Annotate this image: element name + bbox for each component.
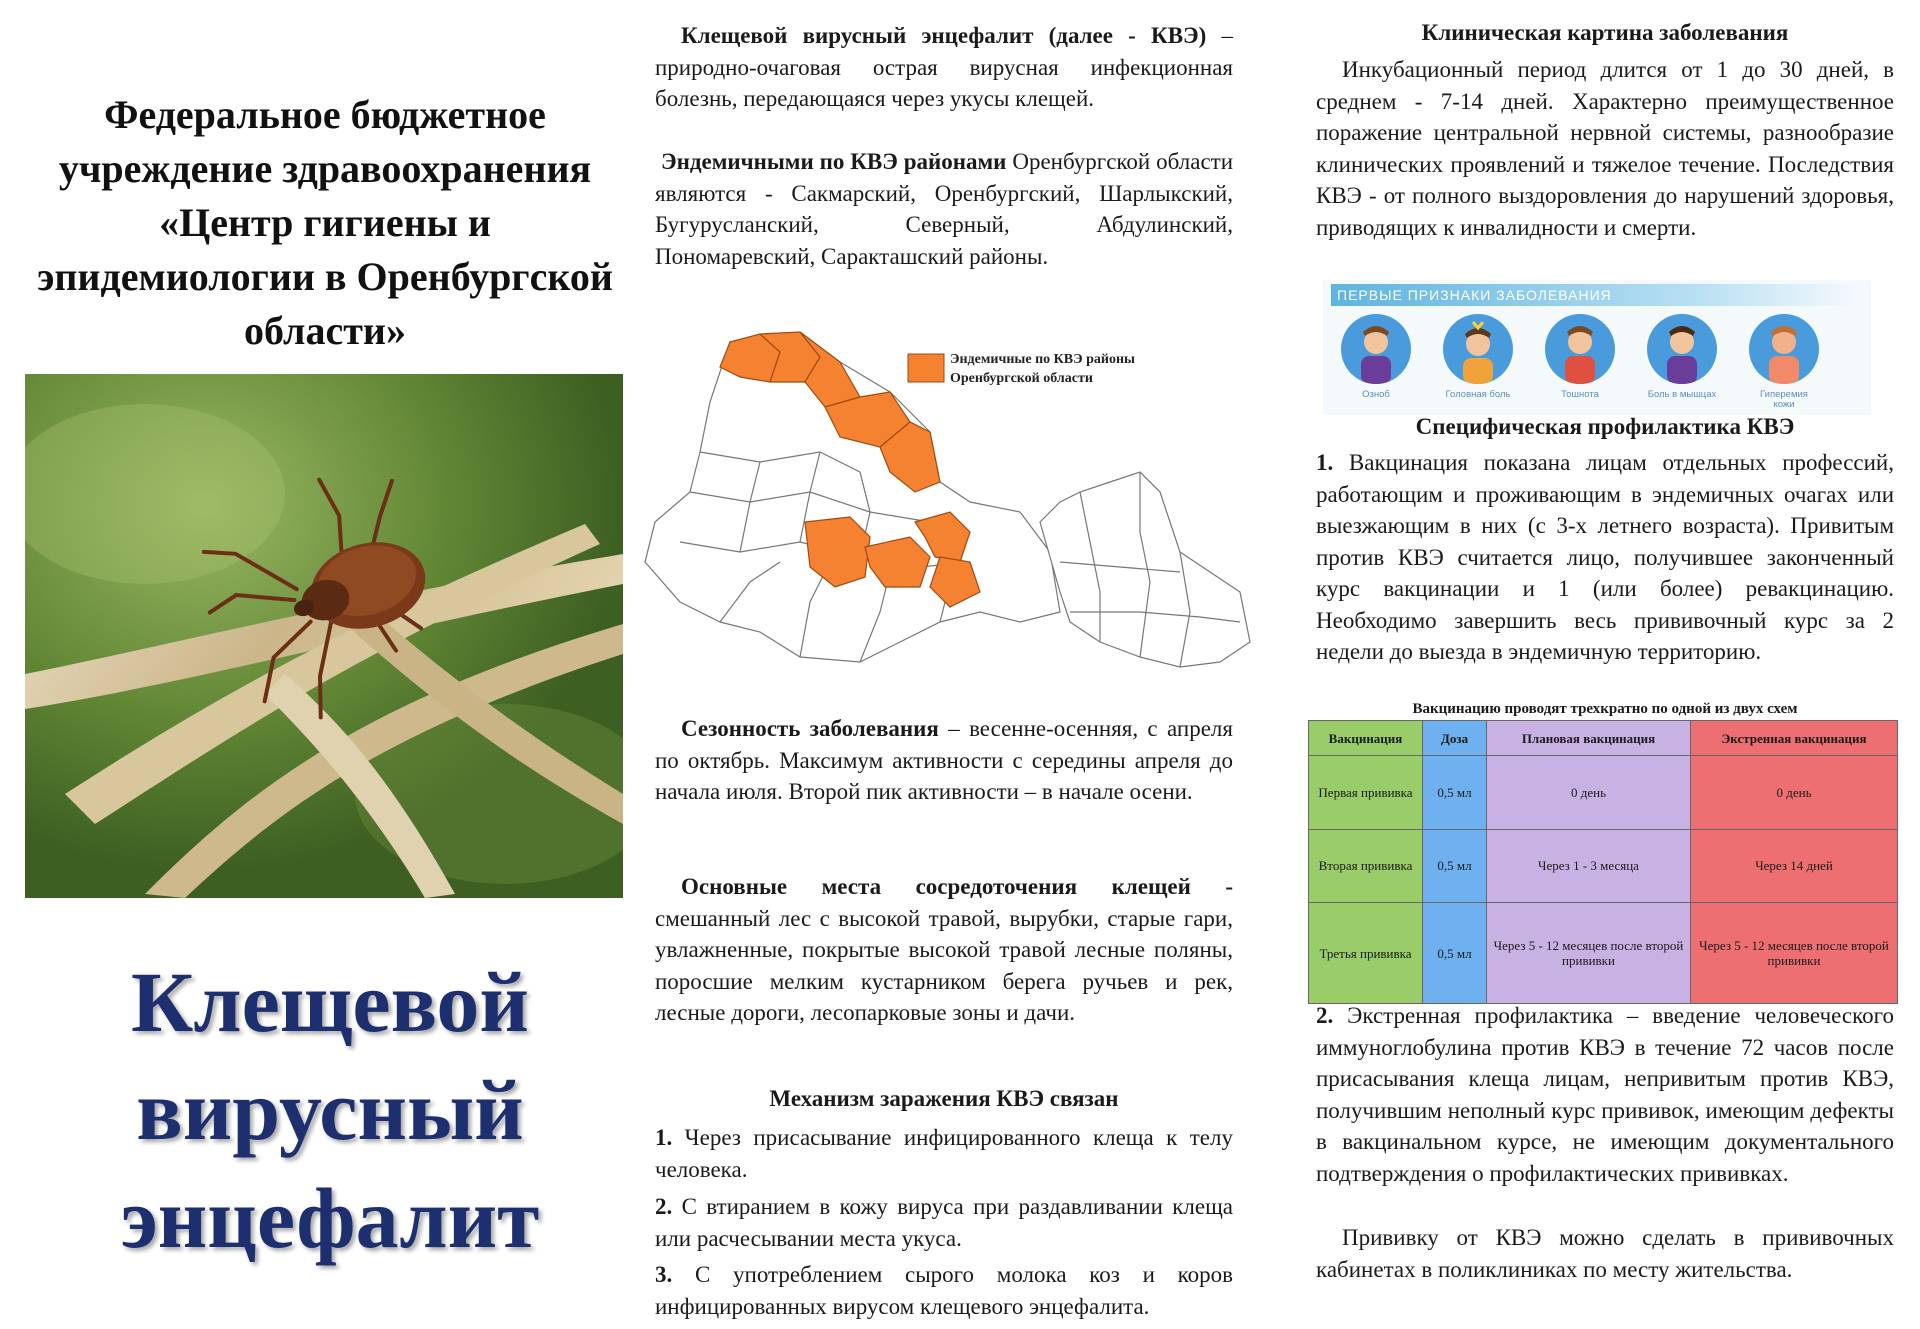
mechanism-number: 3. [655,1262,673,1287]
mechanism-number: 2. [655,1194,673,1219]
endemic-text: Оренбургской области являются - Сакмарский, Оренбургский, Шарлыкский, Бугурусланский, Северный, Абдулинский, Пономаревский, Саракташский районы. [655,149,1234,269]
mechanism-item [655,1259,1233,1322]
prophylaxis-heading: Специфическая профилактика КВЭ [1415,414,1795,439]
first-signs-title: ПЕРВЫЕ ПРИЗНАКИ ЗАБОЛЕВАНИЯ [1331,284,1857,306]
endemic-map [640,322,1260,686]
table-header: Вакцинация [1309,721,1423,756]
table-cell: Через 5 - 12 месяцев после второй прививки [1691,903,1898,1004]
symptom-label: Гиперемия кожи [1760,389,1808,410]
headache-icon [1443,314,1513,384]
map-legend-label: Эндемичные по КВЭ районы Оренбургской области [950,352,1135,386]
intro-text: – природно-очаговая острая вирусная инфекционная болезнь, передающаяся через укусы клещей. [655,23,1234,111]
item-number: 1. [1316,450,1334,475]
mechanism-heading: Механизм заражения КВЭ связан [769,1086,1119,1111]
left-panel [0,0,640,1329]
legend-swatch [908,354,944,382]
table-caption: Вакцинацию проводят трехкратно по одной из двух схем [1412,701,1798,717]
symptom-label: Тошнота [1561,389,1599,400]
emergency-text: Экстренная профилактика – введение человеческого иммуноглобулина против КВЭ в течение 72 часов после присасывания клеща лицам, непривитым против КВЭ, получившим неполный курс прививок, имеющим дефекты в вакцинальном курсе, не имеющим документального подтверждения о профилактических прививках. [1316,1003,1894,1186]
skin-redness-icon [1749,314,1819,384]
table-cell: Через 14 дней [1691,829,1898,903]
table-header: Доза [1423,721,1487,756]
table-header: Плановая вакцинация [1487,721,1691,756]
clinical-heading: Клиническая картина заболевания [1421,20,1789,45]
vaccination-text: Вакцинация показана лицам отдельных профессий, работающим и проживающим в эндемичных очагах или выезжающим в них (с 3-х летнего возраста). Привитым против КВЭ считается лицо, получившее законченный курс вакцинации и 1 (или более) ревакцинацию. Необходимо завершить весь прививочный курс за 2 недели до выезда в эндемичную территорию. [1316,450,1894,664]
symptom-chills [1341,314,1411,400]
vaccination-paragraph [1316,447,1894,668]
seasonality-text: – весенне-осенняя, с апреля по октябрь. Максимум активности с середины апреля до начала июля. Второй пик активности – в начале осени. [655,716,1233,804]
seasonality-bold: Сезонность заболевания [681,716,939,741]
symptom-label: Озноб [1362,389,1390,400]
organization-title: Федеральное бюджетное учреждение здравоохранения «Центр гигиены и эпидемиологии в Оренбургской области» [37,92,613,353]
table-cell: 0,5 мл [1423,903,1487,1004]
symptom-skin-redness [1749,314,1819,410]
main-title [40,948,620,1272]
table-header-row [1309,721,1898,756]
table-header: Экстренная вакцинация [1691,721,1898,756]
mechanism-item [655,1191,1233,1254]
table-cell: 0,5 мл [1423,829,1487,903]
table-cell: 0 день [1487,756,1691,830]
table-row [1309,903,1898,1004]
table-row [1309,829,1898,903]
symptom-muscle-pain [1647,314,1717,400]
muscle-pain-icon [1647,314,1717,384]
table-cell: Через 1 - 3 месяца [1487,829,1691,903]
symptom-label: Боль в мышцах [1647,389,1717,400]
endemic-paragraph [655,146,1233,272]
mechanism-text: С употреблением сырого молока коз и коров инфицированных вирусом клещевого энцефалита. [655,1262,1233,1319]
places-text: смешанный лес с высокой травой, вырубки, старые гари, увлажненные, покрытые высокой травой лесные поляны, поросшие мелким кустарником берега ручьев и рек, лесные дороги, лесопарковые зоны и дачи. [655,905,1233,1025]
symptom-label: Головная боль [1445,389,1511,400]
mechanism-text: Через присасывание инфицированного клеща к телу человека. [655,1125,1233,1182]
item-number: 2. [1316,1003,1334,1028]
table-cell: Третья прививка [1309,903,1423,1004]
orenburg-region-map [640,322,1260,686]
closing-paragraph: Прививку от КВЭ можно сделать в прививочных кабинетах в поликлиниках по месту жительства. [1316,1225,1894,1282]
endemic-bold: Эндемичными по КВЭ районами [661,149,1007,174]
intro-bold: Клещевой вирусный энцефалит (далее - КВЭ) [681,23,1207,48]
table-cell: Первая прививка [1309,756,1423,830]
first-signs-banner [1323,280,1871,415]
main-title-line: энцефалит [120,1170,540,1266]
mechanism-item [655,1122,1233,1185]
places-paragraph [655,871,1233,1029]
main-title-line: вирусный [136,1062,524,1158]
seasonality-paragraph [655,713,1233,808]
places-bold: Основные места сосредоточения клещей - [681,874,1233,899]
table-row [1309,756,1898,830]
table-cell: Через 5 - 12 месяцев после второй прививки [1487,903,1691,1004]
nausea-icon [1545,314,1615,384]
symptom-headache [1443,314,1513,400]
intro-paragraph [655,20,1233,115]
symptom-nausea [1545,314,1615,400]
tick-photo [25,374,623,898]
table-cell: 0 день [1691,756,1898,830]
chills-icon [1341,314,1411,384]
emergency-paragraph [1316,1000,1894,1189]
tick-on-grass-image [25,374,623,898]
clinical-paragraph: Инкубационный период длится от 1 до 30 дней, в среднем - 7-14 дней. Характерно преимущественное поражение центральной нервной системы, разнообразие клинических проявлений и тяжелое течение. Последствия КВЭ - от полного выздоровления до нарушений здоровья, приводящих к инвалидности и смерти. [1316,57,1894,240]
main-title-line: Клещевой [131,954,529,1050]
vaccination-table [1308,720,1898,1004]
mechanism-text: С втиранием в кожу вируса при раздавливании клеща или расчесывании места укуса. [655,1194,1233,1251]
table-cell: Вторая прививка [1309,829,1423,903]
mechanism-number: 1. [655,1125,673,1150]
table-cell: 0,5 мл [1423,756,1487,830]
